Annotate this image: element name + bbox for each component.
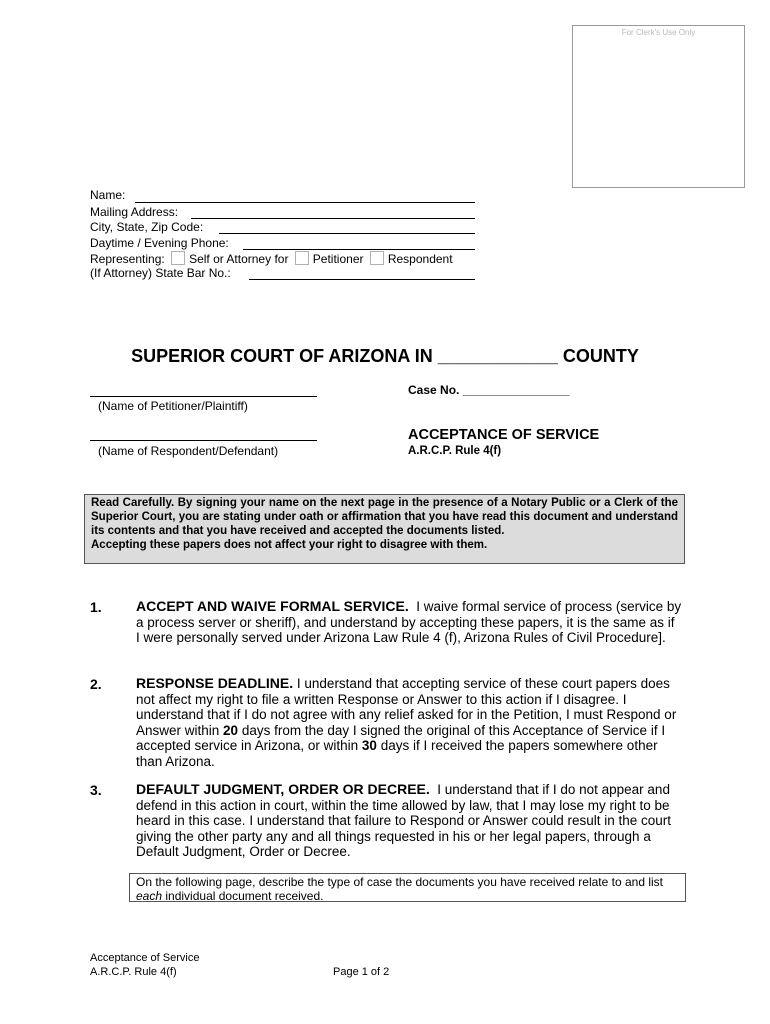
item-1: [136, 599, 682, 646]
item-3-text: I understand that if I do not appear and defend in this action in court, within the time allowed by law, that I may lose my right to be heard in this case. I understand that failure to Respond or Answer could result in the court giving the other party any and all things requested in his or her legal papers, through a Default Judgment, Order or Decree.: [136, 782, 672, 859]
clerk-use-label: For Clerk's Use Only: [621, 28, 696, 37]
bar-number-field[interactable]: [249, 279, 475, 280]
respondent-name-field[interactable]: [90, 440, 317, 441]
info-text-b: individual document received.: [165, 889, 324, 903]
case-number-field[interactable]: ________________: [462, 383, 570, 397]
court-title: SUPERIOR COURT OF ARIZONA IN ____________ COUNTY: [131, 346, 639, 366]
phone-label: Daytime / Evening Phone:: [90, 236, 229, 250]
self-or-attorney-label: Self or Attorney for: [189, 252, 289, 266]
item-3-number: 3.: [90, 782, 102, 798]
respondent-caption: (Name of Respondent/Defendant): [98, 444, 279, 458]
item-2-heading: RESPONSE DEADLINE.: [136, 675, 294, 691]
case-number-label: Case No.: [408, 383, 460, 397]
item-2-days-b: 30: [361, 738, 377, 753]
item-1-text: I waive formal service of process (service by a process server or sheriff), and understand by accepting these papers, it is the same as if I were personally served under Arizona Law Rule 4 (f), Arizona Rules of Civil Procedure].: [136, 599, 682, 645]
city-state-zip-label: City, State, Zip Code:: [90, 220, 204, 234]
notice-text-2: Accepting these papers does not affect your right to disagree with them.: [91, 539, 488, 551]
notice-box: [84, 494, 685, 564]
footer-page-number: Page 1 of 2: [333, 966, 390, 978]
item-3: [136, 782, 682, 860]
self-or-attorney-checkbox[interactable]: [171, 251, 185, 265]
footer-form-rule: A.R.C.P. Rule 4(f): [90, 966, 177, 978]
item-2-text-b: days from the day I signed the original of this Acceptance of Service if I accepted service in Arizona, or within: [136, 722, 666, 753]
petitioner-caption: (Name of Petitioner/Plaintiff): [98, 399, 248, 413]
representing-label: Representing:: [90, 252, 165, 266]
mailing-address-field[interactable]: [191, 218, 475, 219]
item-2-text-a: I understand that accepting service of these court papers does not affect my right to file a written Response or Answer to this action if I disagree. I understand that if I do not agree with any relief asked for in the Petition, I must Respond or Answer within: [136, 676, 677, 738]
name-label: Name:: [90, 188, 126, 202]
info-text-a: On the following page, describe the type of case the documents you have received relate to and list: [136, 875, 663, 889]
petitioner-checkbox[interactable]: [295, 251, 309, 265]
case-number: [408, 383, 569, 397]
item-2-text-c: days if I received the papers somewhere other than Arizona.: [136, 738, 658, 769]
clerk-use-box: [572, 25, 745, 188]
document-rule: A.R.C.P. Rule 4(f): [408, 445, 502, 457]
petitioner-name-field[interactable]: [90, 396, 317, 397]
city-state-zip-field[interactable]: [219, 233, 475, 234]
respondent-label: Respondent: [387, 252, 453, 266]
footer-form-name: Acceptance of Service: [90, 952, 200, 964]
item-2: [136, 676, 682, 769]
bar-number-label: (If Attorney) State Bar No.:: [90, 266, 231, 280]
representing-row: [90, 251, 453, 266]
document-title: ACCEPTANCE OF SERVICE: [408, 427, 600, 443]
item-1-number: 1.: [90, 599, 102, 615]
phone-field[interactable]: [243, 249, 475, 250]
info-emphasis: each: [136, 889, 163, 903]
respondent-checkbox[interactable]: [370, 251, 384, 265]
notice-text: Read Carefully. By signing your name on the next page in the presence of a Notary Public or a Clerk of the Superior Court, you are stating under oath or affirmation that you have read this document and understand its contents and that you have received and accepted the documents listed.: [91, 497, 678, 537]
name-field[interactable]: [135, 202, 475, 203]
info-box: [129, 873, 686, 902]
item-3-heading: DEFAULT JUDGMENT, ORDER OR DECREE.: [136, 781, 430, 797]
mailing-address-label: Mailing Address:: [90, 205, 179, 219]
petitioner-label: Petitioner: [312, 252, 364, 266]
item-2-number: 2.: [90, 676, 102, 692]
item-2-days-a: 20: [223, 722, 239, 738]
item-1-heading: ACCEPT AND WAIVE FORMAL SERVICE.: [136, 598, 409, 614]
